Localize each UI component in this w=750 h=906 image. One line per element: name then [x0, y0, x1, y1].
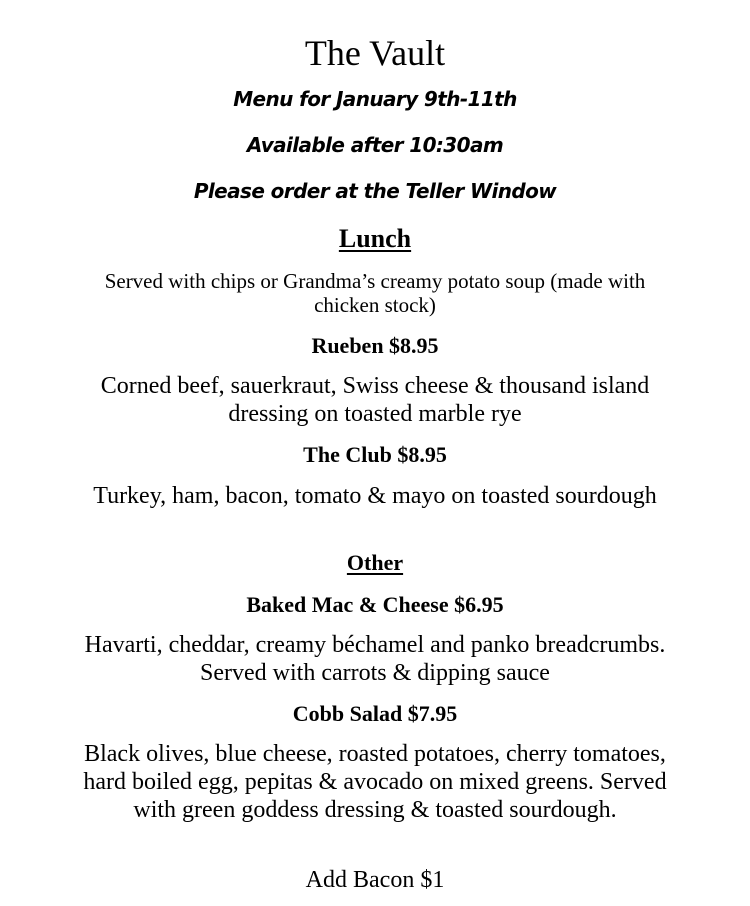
menu-dates: Menu for January 9th-11th — [233, 87, 517, 111]
availability-note: Available after 10:30am — [246, 133, 504, 157]
lunch-heading: Lunch — [338, 224, 412, 253]
menu-item-desc-club: Turkey, ham, bacon, tomato & mayo on toasted sourdough — [93, 483, 657, 509]
menu-item-name-mac-cheese: Baked Mac & Cheese $6.95 — [246, 592, 504, 617]
menu-item-name-cobb-salad: Cobb Salad $7.95 — [292, 701, 458, 726]
menu-item-desc-cobb-salad: Black olives, blue cheese, roasted potatoes, cherry tomatoes, hard boiled egg, pepitas & avocado on mixed greens. Served with green goddess dressing & toasted sourdough. — [83, 741, 667, 823]
order-note: Please order at the Teller Window — [193, 179, 557, 203]
addon-bacon: Add Bacon $1 — [305, 867, 445, 893]
menu-item-desc-rueben: Corned beef, sauerkraut, Swiss cheese & thousand island dressing on toasted marble rye — [100, 373, 650, 427]
restaurant-title: The Vault — [304, 33, 446, 73]
lunch-intro: Served with chips or Grandma’s creamy potato soup (made with chicken stock) — [104, 269, 646, 317]
menu-item-name-rueben: Rueben $8.95 — [311, 333, 439, 358]
menu-item-name-club: The Club $8.95 — [303, 442, 447, 467]
other-heading: Other — [346, 550, 404, 575]
menu-item-desc-mac-cheese: Havarti, cheddar, creamy béchamel and panko breadcrumbs. Served with carrots & dipping sauce — [84, 632, 666, 686]
